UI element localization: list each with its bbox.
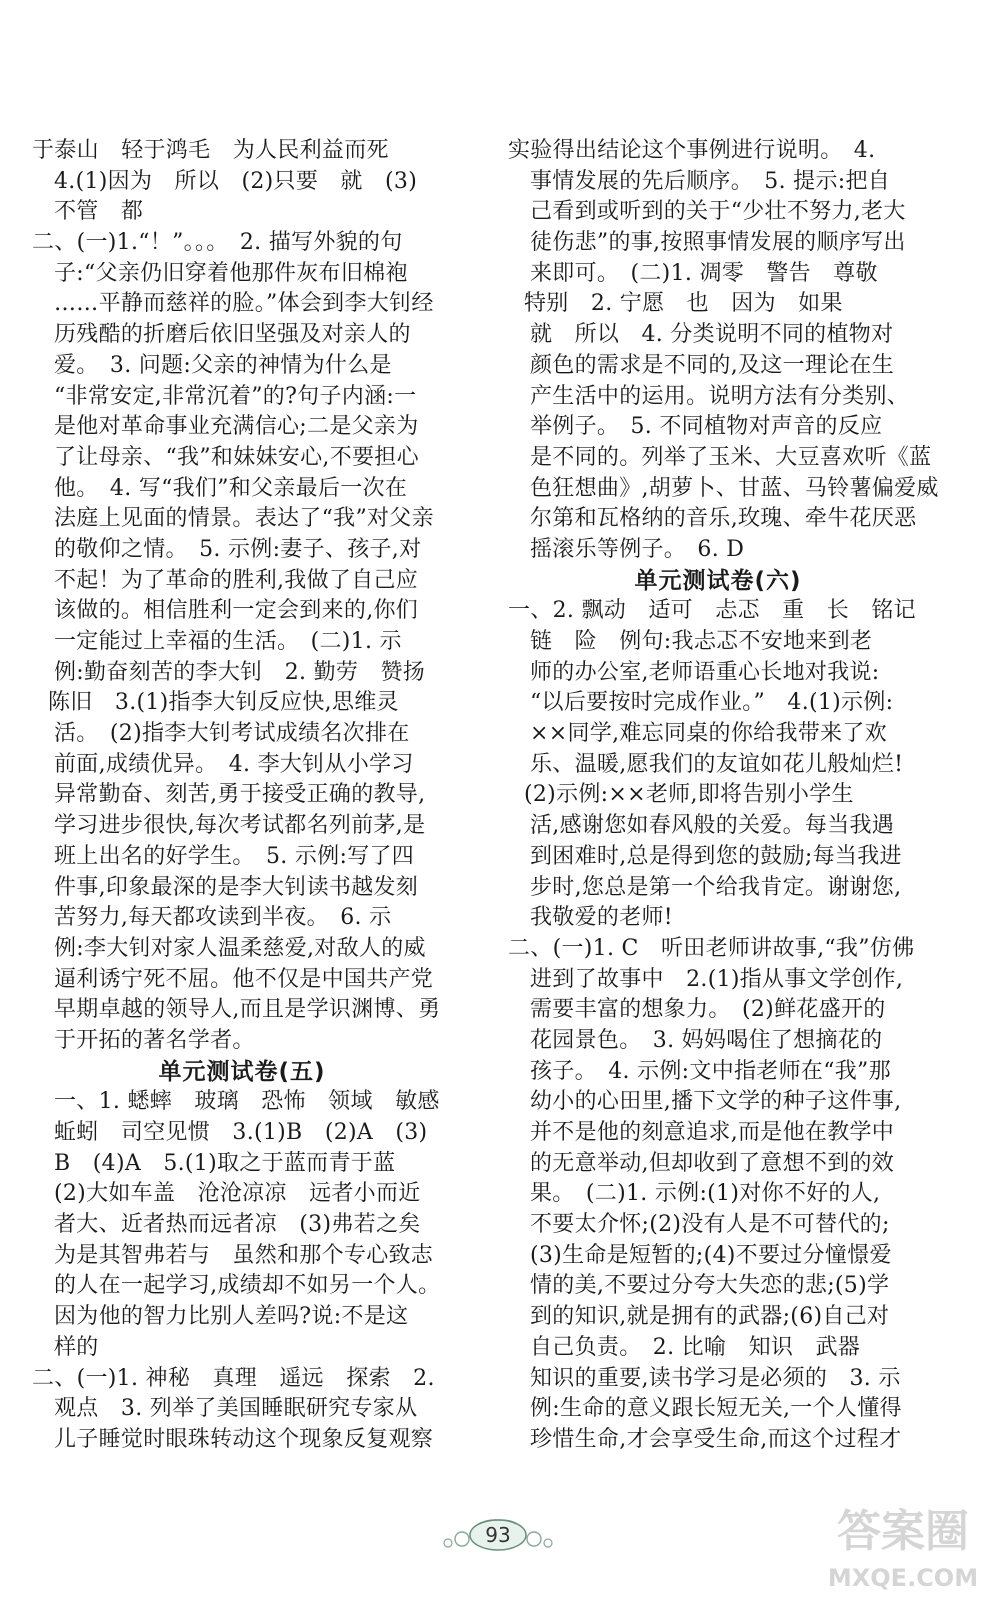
text-line: 早期卓越的领导人,而且是学识渊博、勇 [54,997,441,1023]
text-line: 颜色的需求是不同的,及这一理论在生 [530,352,895,378]
text-line: 该做的。相信胜利一定会到来的,你们 [54,598,419,624]
text-line: 爱。 3. 问题:父亲的神情为什么是 [54,352,392,378]
text-line: 例:生命的意义跟长短无关,一个人懂得 [530,1396,902,1422]
text-line: 活,感谢您如春风般的关爱。每当我遇 [530,813,895,839]
text-line: 者大、近者热而远者凉 (3)弗若之矣 [54,1212,421,1238]
text-line: 于泰山 轻于鸿毛 为人民利益而死 [32,138,389,163]
text-line: 的人在一起学习,成绩却不如另一个人。 [54,1273,441,1299]
text-line: 一、1. 蟋蟀 玻璃 恐怖 领域 敏感 [54,1089,440,1115]
text-line: 4.(1)因为 所以 (2)只要 就 (3) [54,168,418,194]
text-line: 不管 都 [54,199,144,225]
text-line: 一定能过上幸福的生活。 (二)1. 示 [54,629,402,654]
text-line: 师的办公室,老师语重心长地对我说: [530,659,880,685]
text-line: 我敬爱的老师! [530,905,673,931]
text-line: ……平静而慈祥的脸。”体会到李大钊经 [54,291,434,317]
text-line: 到的知识,就是拥有的武器;(6)自己对 [530,1304,890,1330]
text-line: 特别 2. 宁愿 也 因为 如果 [524,291,843,317]
text-line: 二、(一)1. 神秘 真理 遥远 探索 2. [32,1365,435,1391]
text-line: 情的美,不要过分夸大失恋的悲;(5)学 [530,1273,890,1299]
text-line: 摇滚乐等例子。 6. D [530,536,745,562]
text-line: 不起！为了革命的胜利,我做了自己应 [54,567,419,593]
text-line: 的无意举动,但却收到了意想不到的效 [530,1150,895,1176]
section-heading: 单元测试卷(六) [634,567,802,594]
text-line: 陈旧 3.(1)指李大钊反应快,思维灵 [48,690,399,716]
watermark-logo: 答案圈 [837,1506,969,1557]
page-number: 93 [485,1523,511,1547]
text-line: 步时,您总是第一个给我肯定。谢谢您, [530,874,902,900]
text-line: 子:“父亲仍旧穿着他那件灰布旧棉袍 [54,260,408,286]
text-line: 是他对革命事业充满信心;二是父亲为 [54,414,419,440]
text-line: 就 所以 4. 分类说明不同的植物对 [530,322,894,348]
text-line: 进到了故事中 2.(1)指从事文学创作, [530,966,904,992]
text-line: 幼小的心田里,播下文学的种子这件事, [530,1089,902,1115]
text-line: 知识的重要,读书学习是必须的 3. 示 [530,1365,901,1391]
text-line: 产生活中的运用。说明方法有分类别、 [530,383,910,409]
text-line: 到困难时,总是得到您的鼓励;每当我进 [530,843,902,869]
text-line: 珍惜生命,才会享受生命,而这个过程才 [530,1426,902,1452]
text-line: 了让母亲、“我”和妹妹安心,不要担心 [54,444,419,470]
left-column [32,136,452,1456]
text-line: 色狂想曲》,胡萝卜、甘蓝、马铃薯偏爱威 [530,475,939,501]
text-line: 他。 4. 写“我们”和父亲最后一次在 [54,475,408,501]
text-line: 果。 (二)1. 示例:(1)对你不好的人, [530,1181,881,1207]
text-line: ××同学,难忘同桌的你给我带来了欢 [530,721,887,747]
text-line: 事情发展的先后顺序。 5. 提示:把自 [530,168,891,194]
right-column [508,136,939,1456]
text-line: 孩子。 4. 示例:文中指老师在“我”那 [530,1058,891,1084]
text-line: 样的 [54,1334,99,1360]
text-line: “以后要按时完成作业。” 4.(1)示例: [530,690,894,716]
text-line: 例:李大钊对家人温柔慈爱,对敌人的威 [54,935,426,961]
text-line: (3)生命是短暂的;(4)不要过分憧憬爱 [530,1242,892,1268]
text-line: 例:勤奋刻苦的李大钊 2. 勤劳 赞扬 [54,659,426,685]
text-line: 自己负责。 2. 比喻 知识 武器 [530,1334,861,1360]
text-line: 儿子睡觉时眼珠转动这个现象反复观察 [54,1426,434,1452]
text-line: “非常安定,非常沉着”的?句子内涵:一 [54,383,417,409]
text-line: 班上出名的好学生。 5. 示例:写了四 [54,843,415,869]
text-line: 二、(一)1. C 听田老师讲故事,“我”仿佛 [508,935,915,961]
text-line: B (4)A 5.(1)取之于蓝而青于蓝 [54,1150,396,1176]
text-line: 法庭上见面的情景。表达了“我”对父亲 [54,506,434,532]
text-line: (2)示例:××老师,即将告别小学生 [524,782,854,808]
text-line: 异常勤奋、刻苦,勇于接受正确的教导, [54,782,426,808]
text-line: 于开拓的著名学者。 [54,1027,255,1053]
text-line: 的敬仰之情。 5. 示例:妻子、孩子,对 [54,536,422,562]
text-line: 因为他的智力比别人差吗?说:不是这 [54,1304,409,1330]
text-line: 观点 3. 列举了美国睡眠研究专家从 [54,1396,418,1422]
text-line: 学习进步很快,每次考试都名列前茅,是 [54,813,426,839]
text-line: 不要太介怀;(2)没有人是不可替代的; [530,1212,890,1238]
text-line: 尔第和瓦格纳的音乐,玫瑰、牵牛花厌恶 [530,506,917,532]
text-line: 一、2. 飘动 适可 忐忑 重 长 铭记 [508,598,916,624]
text-line: 链 险 例句:我忐忑不安地来到老 [530,629,873,654]
watermark [818,1500,988,1600]
page-number-badge [418,1515,578,1555]
text-line: (2)大如车盖 沧沧凉凉 远者小而近 [54,1181,421,1207]
text-line: 活。 (2)指李大钊考试成绩名次排在 [54,721,410,747]
text-line: 历残酷的折磨后依旧坚强及对亲人的 [54,322,411,348]
text-line: 需要丰富的想象力。 (2)鲜花盛开的 [530,997,886,1023]
text-line: 逼利诱宁死不屈。他不仅是中国共产党 [54,966,434,992]
text-line: 徒伤悲”的事,按照事情发展的顺序写出 [530,230,906,256]
section-heading: 单元测试卷(五) [158,1058,326,1085]
text-line: 己看到或听到的关于“少壮不努力,老大 [530,199,906,225]
text-line: 举例子。 5. 不同植物对声音的反应 [530,414,883,440]
text-line: 件事,印象最深的是李大钊读书越发刻 [54,874,419,900]
text-line: 二、(一)1.“！”。。。 2. 描写外貌的句 [32,230,403,256]
text-line: 来即可。 (二)1. 凋零 警告 尊敬 [530,260,878,286]
text-line: 乐、温暖,愿我们的友谊如花儿般灿烂! [530,751,904,777]
text-line: 实验得出结论这个事例进行说明。 4. [508,138,876,163]
text-line: 是不同的。列举了玉米、大豆喜欢听《蓝 [530,444,932,470]
watermark-url: MXQE.COM [827,1564,979,1592]
text-line: 为是其智弗若与 虽然和那个专心致志 [54,1242,434,1268]
text-line: 花园景色。 3. 妈妈喝住了想摘花的 [530,1027,883,1053]
text-line: 前面,成绩优异。 4. 李大钊从小学习 [54,751,414,777]
text-line: 并不是他的刻意追求,而是他在教学中 [530,1120,895,1145]
text-line: 蚯蚓 司空见惯 3.(1)B (2)A (3) [54,1120,428,1145]
text-line: 苦努力,每天都攻读到半夜。 6. 示 [54,905,392,931]
